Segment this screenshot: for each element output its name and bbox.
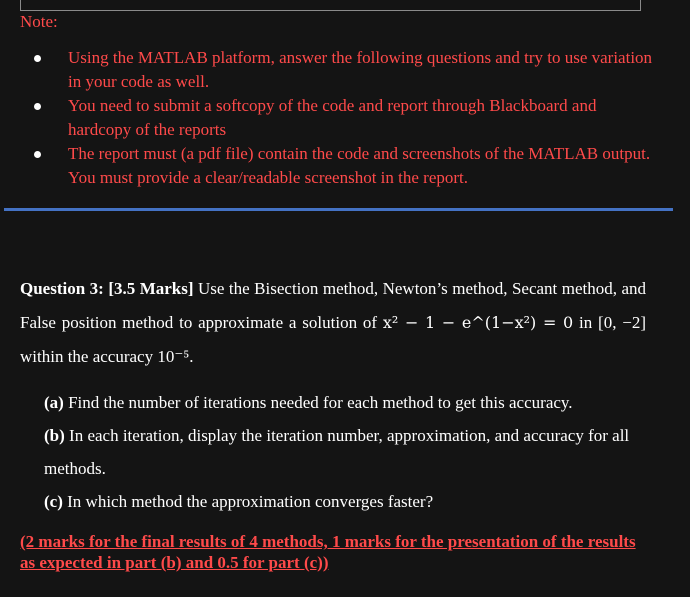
part-text: In which method the approximation converges faster?: [67, 492, 434, 511]
question-part: [44, 419, 646, 485]
question-interval: in [0, −2] within the accuracy 10⁻⁵.: [20, 313, 647, 366]
section-divider: [4, 208, 673, 211]
note-list: [20, 46, 660, 190]
part-label: (b): [44, 426, 65, 445]
note-item-text: Using the MATLAB platform, answer the following questions and try to use variation in your code as well.: [68, 48, 653, 91]
part-label: (a): [44, 393, 64, 412]
question-parts: [44, 386, 646, 518]
note-label: Note:: [20, 12, 58, 31]
marks-breakdown: (2 marks for the final results of 4 methods, 1 marks for the presentation of the results as expected in part (b) and 0.5 for part (c)): [20, 532, 636, 572]
bullet-icon: [34, 103, 41, 110]
bullet-icon: [34, 55, 41, 62]
note-item-text: The report must (a pdf file) contain the code and screenshots of the MATLAB output. You must provide a clear/readable screenshot in the report.: [68, 144, 651, 187]
question-text: Use the Bisection method, Newton’s method, Secant method, and False position method to approximate a solution of: [20, 279, 647, 332]
question-part: [44, 386, 646, 419]
question-paragraph: [20, 272, 646, 374]
note-item: [20, 142, 660, 190]
part-text: In each iteration, display the iteration number, approximation, and accuracy for all methods.: [44, 426, 630, 478]
question-label: Question 3:: [20, 279, 104, 298]
part-label: (c): [44, 492, 63, 511]
note-item-text: You need to submit a softcopy of the code and report through Blackboard and hardcopy of the reports: [68, 96, 597, 139]
note-item: [20, 46, 660, 94]
question-part: [44, 485, 646, 518]
top-border-box: [20, 0, 641, 11]
question-marks: [3.5 Marks]: [108, 279, 194, 298]
note-item: [20, 94, 660, 142]
bullet-icon: [34, 151, 41, 158]
question-equation: x² − 1 − e^(1−x²) = 0: [382, 313, 574, 332]
part-text: Find the number of iterations needed for each method to get this accuracy.: [68, 393, 573, 412]
